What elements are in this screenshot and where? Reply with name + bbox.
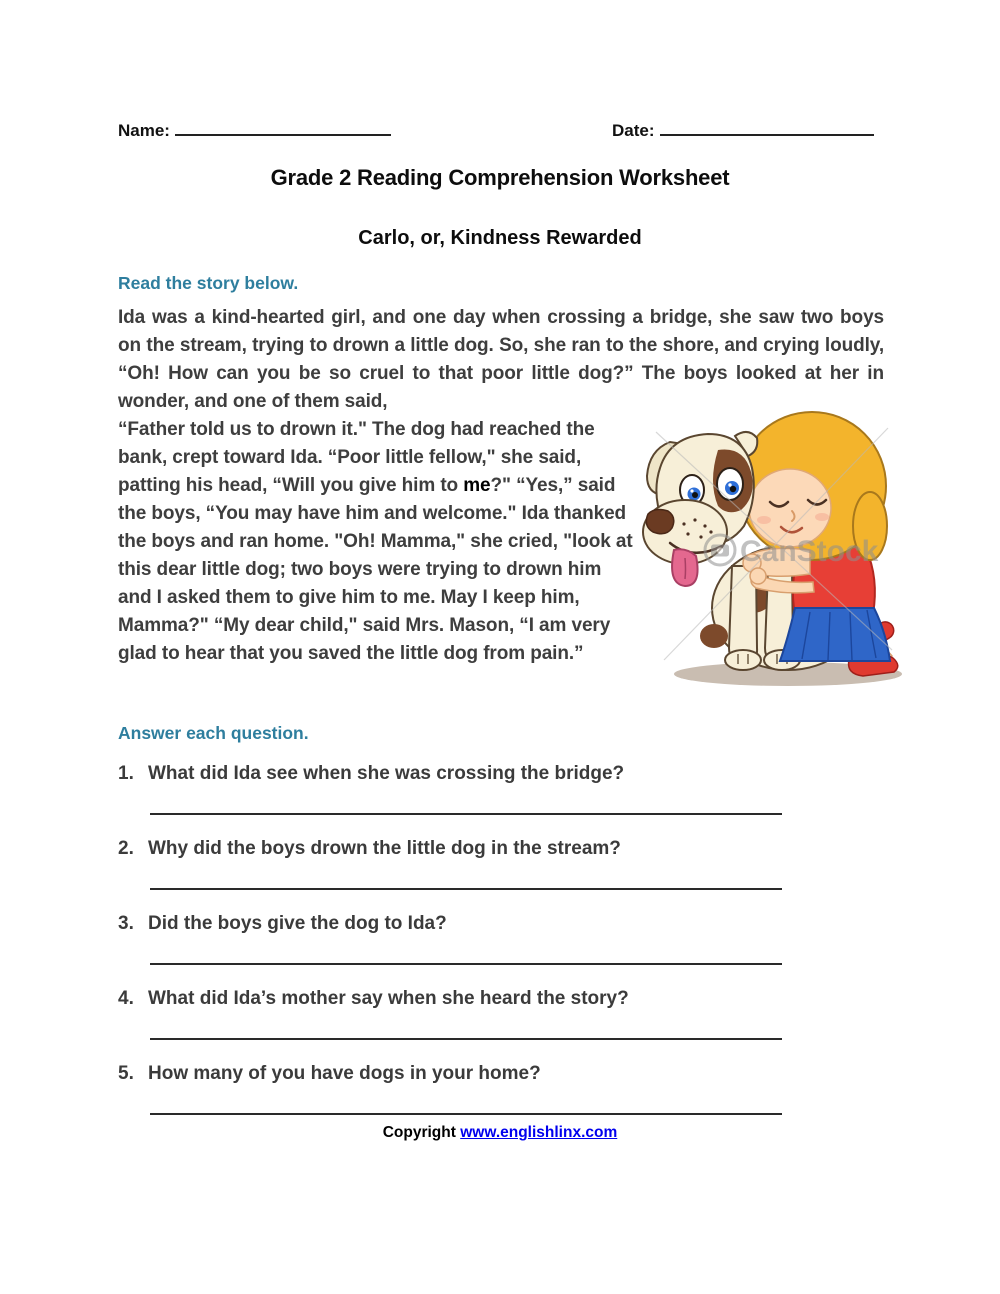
name-label: Name: [118, 121, 170, 140]
question-3 [118, 912, 884, 936]
footer [0, 1124, 1000, 1142]
question-3-number: 3. [118, 913, 134, 934]
girl-hugging-dog-illustration [640, 398, 906, 690]
question-1-text: What did Ida see when she was crossing the bridge? [148, 763, 625, 784]
question-4-text: What did Ida’s mother say when she heard the story? [148, 988, 629, 1009]
date-field-group [612, 121, 874, 141]
question-3-text: Did the boys give the dog to Ida? [148, 913, 447, 934]
story-instruction: Read the story below. [118, 273, 299, 293]
question-1 [118, 762, 884, 786]
answer-line-3 [150, 963, 782, 965]
name-blank-line [175, 121, 391, 136]
question-5-number: 5. [118, 1063, 134, 1084]
watermark-text: CanStock [740, 535, 879, 568]
question-2-number: 2. [118, 838, 134, 859]
answer-line-5 [150, 1113, 782, 1115]
question-4-number: 4. [118, 988, 134, 1009]
copyright-label: Copyright [382, 1124, 456, 1141]
copyright-link[interactable]: www.englishlinx.com [460, 1124, 618, 1141]
question-4 [118, 987, 884, 1011]
answer-line-4 [150, 1038, 782, 1040]
questions-instruction: Answer each question. [118, 723, 309, 743]
question-1-number: 1. [118, 763, 134, 784]
question-2 [118, 837, 884, 861]
questions-section [118, 722, 884, 1115]
story-text-after-emphasis: ?" “Yes,” said the boys, “You may have him and welcome." Ida thanked the boys and ran home. "Oh! Mamma," she cried, "look at this dear little dog; two boys were trying to drown him and I asked them to give him to me. May I keep him, Mamma?" “My dear child," said Mrs. Mason, “I am very glad to hear that you saved the little dog from pain.” [118, 475, 633, 664]
story-paragraph-2 [118, 416, 635, 668]
answer-line-2 [150, 888, 782, 890]
header [118, 121, 884, 145]
name-field-group [118, 121, 391, 141]
question-2-text: Why did the boys drown the little dog in the stream? [148, 838, 621, 859]
answer-line-1 [150, 813, 782, 815]
question-5 [118, 1062, 884, 1086]
emphasized-word: me [463, 475, 491, 496]
worksheet-subtitle: Carlo, or, Kindness Rewarded [358, 227, 642, 249]
worksheet-title: Grade 2 Reading Comprehension Worksheet [270, 165, 730, 190]
date-label: Date: [612, 121, 655, 140]
question-5-text: How many of you have dogs in your home? [148, 1063, 541, 1084]
date-blank-line [660, 121, 874, 136]
story-paragraph-1: Ida was a kind-hearted girl, and one day when crossing a bridge, she saw two boys on the stream, trying to drown a little dog. So, she ran to the shore, and crying loudly, “Oh! How can you be so cruel to that poor little dog?” The boys looked at her in wonder, and one of them said, [118, 307, 884, 412]
story-text-before-emphasis: “Father told us to drown it." The dog had reached the bank, crept toward Ida. “Poor little fellow," she said, patting his head, “Will you give him to [118, 419, 595, 496]
